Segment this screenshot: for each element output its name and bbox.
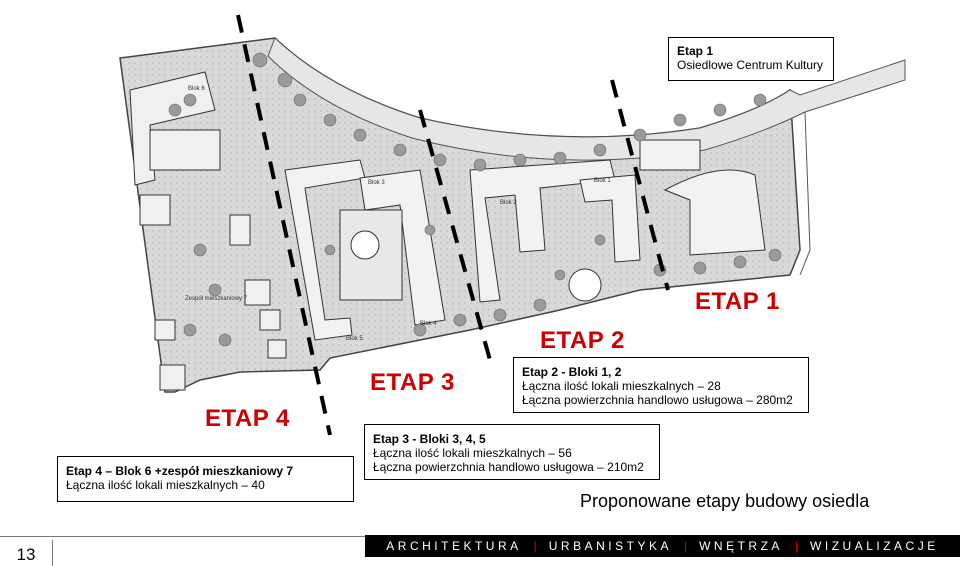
info-etap3-title: Etap 3 - Bloki 3, 4, 5 bbox=[373, 432, 486, 446]
info-etap3-commercial: Łączna powierzchnia handlowo usługowa – 210m2 bbox=[373, 460, 644, 474]
plan-label-blok4: Blok 4 bbox=[420, 321, 437, 327]
footer-separator: | bbox=[683, 539, 688, 553]
caption: Proponowane etapy budowy osiedla bbox=[580, 491, 870, 511]
footer-item-architektura: ARCHITEKTURA bbox=[386, 539, 522, 553]
footer-separator: | bbox=[533, 539, 537, 553]
etap2-title: ETAP 2 bbox=[540, 327, 625, 354]
info-etap2-title: Etap 2 - Bloki 1, 2 bbox=[522, 365, 622, 379]
footer-item-wnetrza: WNĘTRZA bbox=[699, 539, 783, 553]
info-etap2-flats: Łączna ilość lokali mieszkalnych – 28 bbox=[522, 379, 721, 393]
info-box-etap2 bbox=[513, 357, 809, 413]
info-etap2-commercial: Łączna powierzchnia handlowo usługowa – 280m2 bbox=[522, 393, 793, 407]
info-box-etap3 bbox=[364, 424, 660, 480]
plan-label-blok1: Blok 1 bbox=[594, 178, 611, 184]
info-etap4-title: Etap 4 – Blok 6 +zespół mieszkaniowy 7 bbox=[66, 464, 294, 478]
info-etap4-flats: Łączna ilość lokali mieszkalnych – 40 bbox=[66, 478, 265, 492]
footer-item-wizualizacje: WIZUALIZACJE bbox=[810, 539, 939, 553]
plan-label-blok5: Blok 5 bbox=[346, 336, 363, 342]
info-etap3-flats: Łączna ilość lokali mieszkalnych – 56 bbox=[373, 446, 572, 460]
etap1-title: ETAP 1 bbox=[695, 288, 780, 315]
info-box-etap4 bbox=[57, 456, 354, 502]
footer-separator: | bbox=[794, 539, 799, 553]
footer-bar bbox=[365, 535, 960, 557]
plan-label-blok3: Blok 3 bbox=[368, 180, 385, 186]
info-etap1-title: Etap 1 bbox=[677, 44, 714, 58]
plan-label-zespol: Zespół mieszkaniowy 7 bbox=[185, 296, 248, 302]
info-box-etap1 bbox=[668, 37, 834, 81]
footer-divider bbox=[52, 540, 53, 566]
plan-label-blok2: Blok 2 bbox=[500, 200, 517, 206]
page-number: 13 bbox=[16, 545, 36, 564]
etap4-title: ETAP 4 bbox=[205, 405, 290, 432]
etap3-title: ETAP 3 bbox=[370, 369, 455, 396]
footer-item-urbanistyka: URBANISTYKA bbox=[548, 539, 672, 553]
plan-label-blok6: Blok 6 bbox=[188, 86, 205, 92]
info-etap1-desc: Osiedlowe Centrum Kultury bbox=[677, 58, 824, 72]
